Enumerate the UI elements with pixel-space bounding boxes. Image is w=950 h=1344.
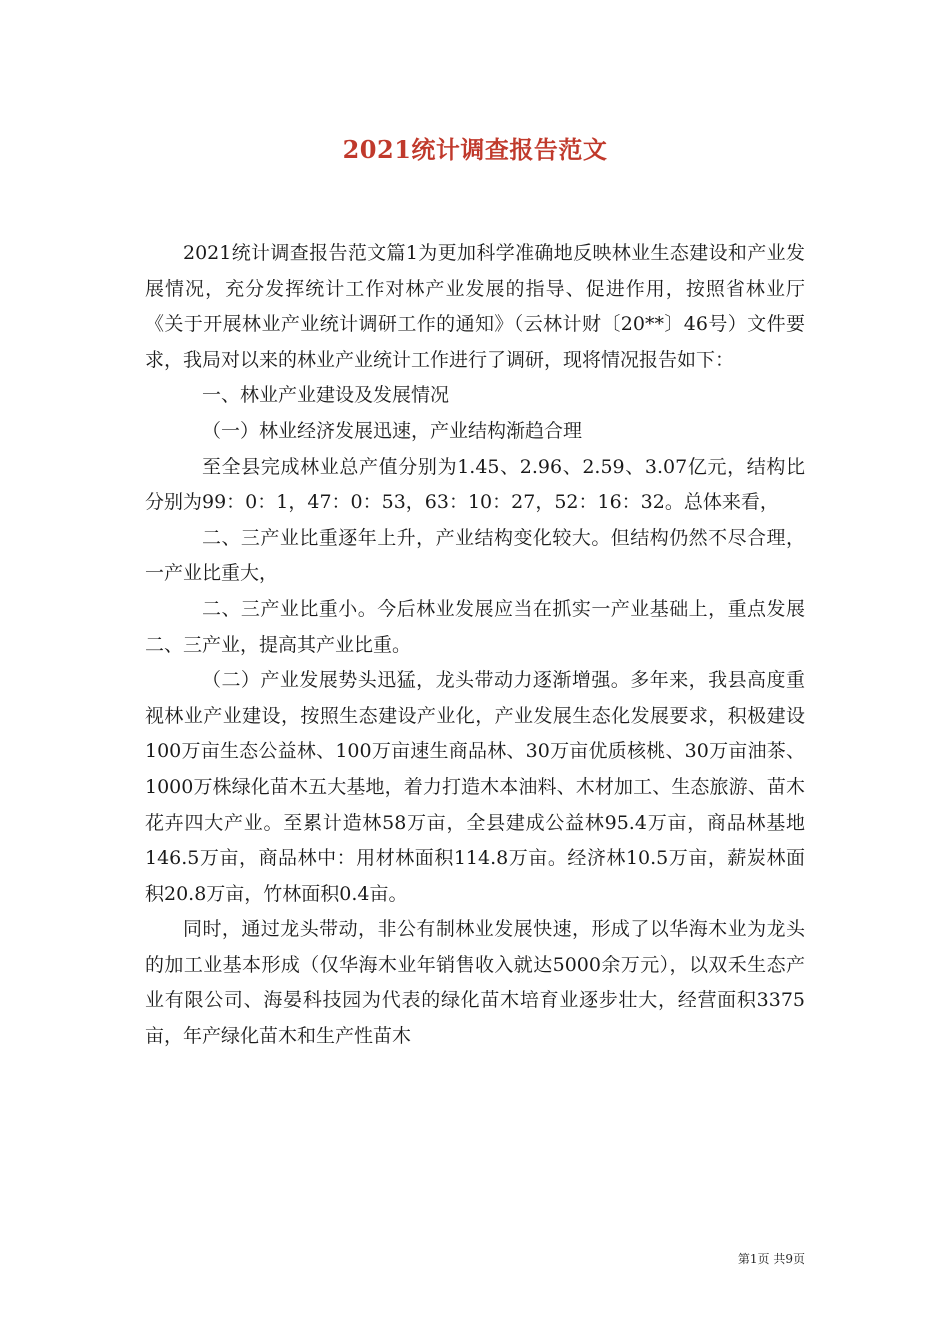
section-heading-1: 一、林业产业建设及发展情况 xyxy=(202,384,450,407)
paragraph-structure-advice: 二、三产业比重小。今后林业发展应当在抓实一产业基础上，重点发展二、三产业，提高其产业比重。 xyxy=(145,597,805,656)
page-number: 第1页 共9页 xyxy=(737,1252,805,1266)
paragraph-structure-change: 二、三产业比重逐年上升，产业结构变化较大。但结构仍然不尽合理，一产业比重大， xyxy=(145,526,805,585)
paragraph-intro: 2021统计调查报告范文篇1为更加科学准确地反映林业生态建设和产业发展情况，充分发挥统计工作对林产业发展的指导、促进作用，按照省林业厅《关于开展林业产业统计调研工作的通知》（云林计财〔20**〕46号）文件要求，我局对以来的林业产业统计工作进行了调研，现将情况报告如下： xyxy=(145,242,805,371)
paragraph-output-value: 至全县完成林业总产值分别为1.45、2.96、2.59、3.07亿元，结构比分别为99：0：1，47：0：53，63：10：27，52：16：32。总体来看， xyxy=(145,455,805,514)
subsection-heading-1: （一）林业经济发展迅速，产业结构渐趋合理 xyxy=(202,419,583,442)
document-body xyxy=(145,236,805,1055)
paragraph-industry-growth: （二）产业发展势头迅猛，龙头带动力逐渐增强。多年来，我县高度重视林业产业建设，按照生态建设产业化，产业发展生态化发展要求，积极建设100万亩生态公益林、100万亩速生商品林、30万亩优质核桃、30万亩油茶、1000万株绿化苗木五大基地，着力打造木本油料、木材加工、生态旅游、苗木花卉四大产业。至累计造林58万亩，全县建成公益林95.4万亩，商品林基地146.5万亩，商品林中：用材林面积114.8万亩。经济林10.5万亩，薪炭林面积20.8万亩，竹林面积0.4亩。 xyxy=(145,669,805,905)
document-title: 2021统计调查报告范文 xyxy=(342,135,608,164)
paragraph-leading-enterprises: 同时，通过龙头带动，非公有制林业发展快速，形成了以华海木业为龙头的加工业基本形成（仅华海木业年销售收入就达5000余万元），以双禾生态产业有限公司、海晏科技园为代表的绿化苗木培育业逐步壮大，经营面积3375亩，年产绿化苗木和生产性苗木 xyxy=(145,918,805,1048)
